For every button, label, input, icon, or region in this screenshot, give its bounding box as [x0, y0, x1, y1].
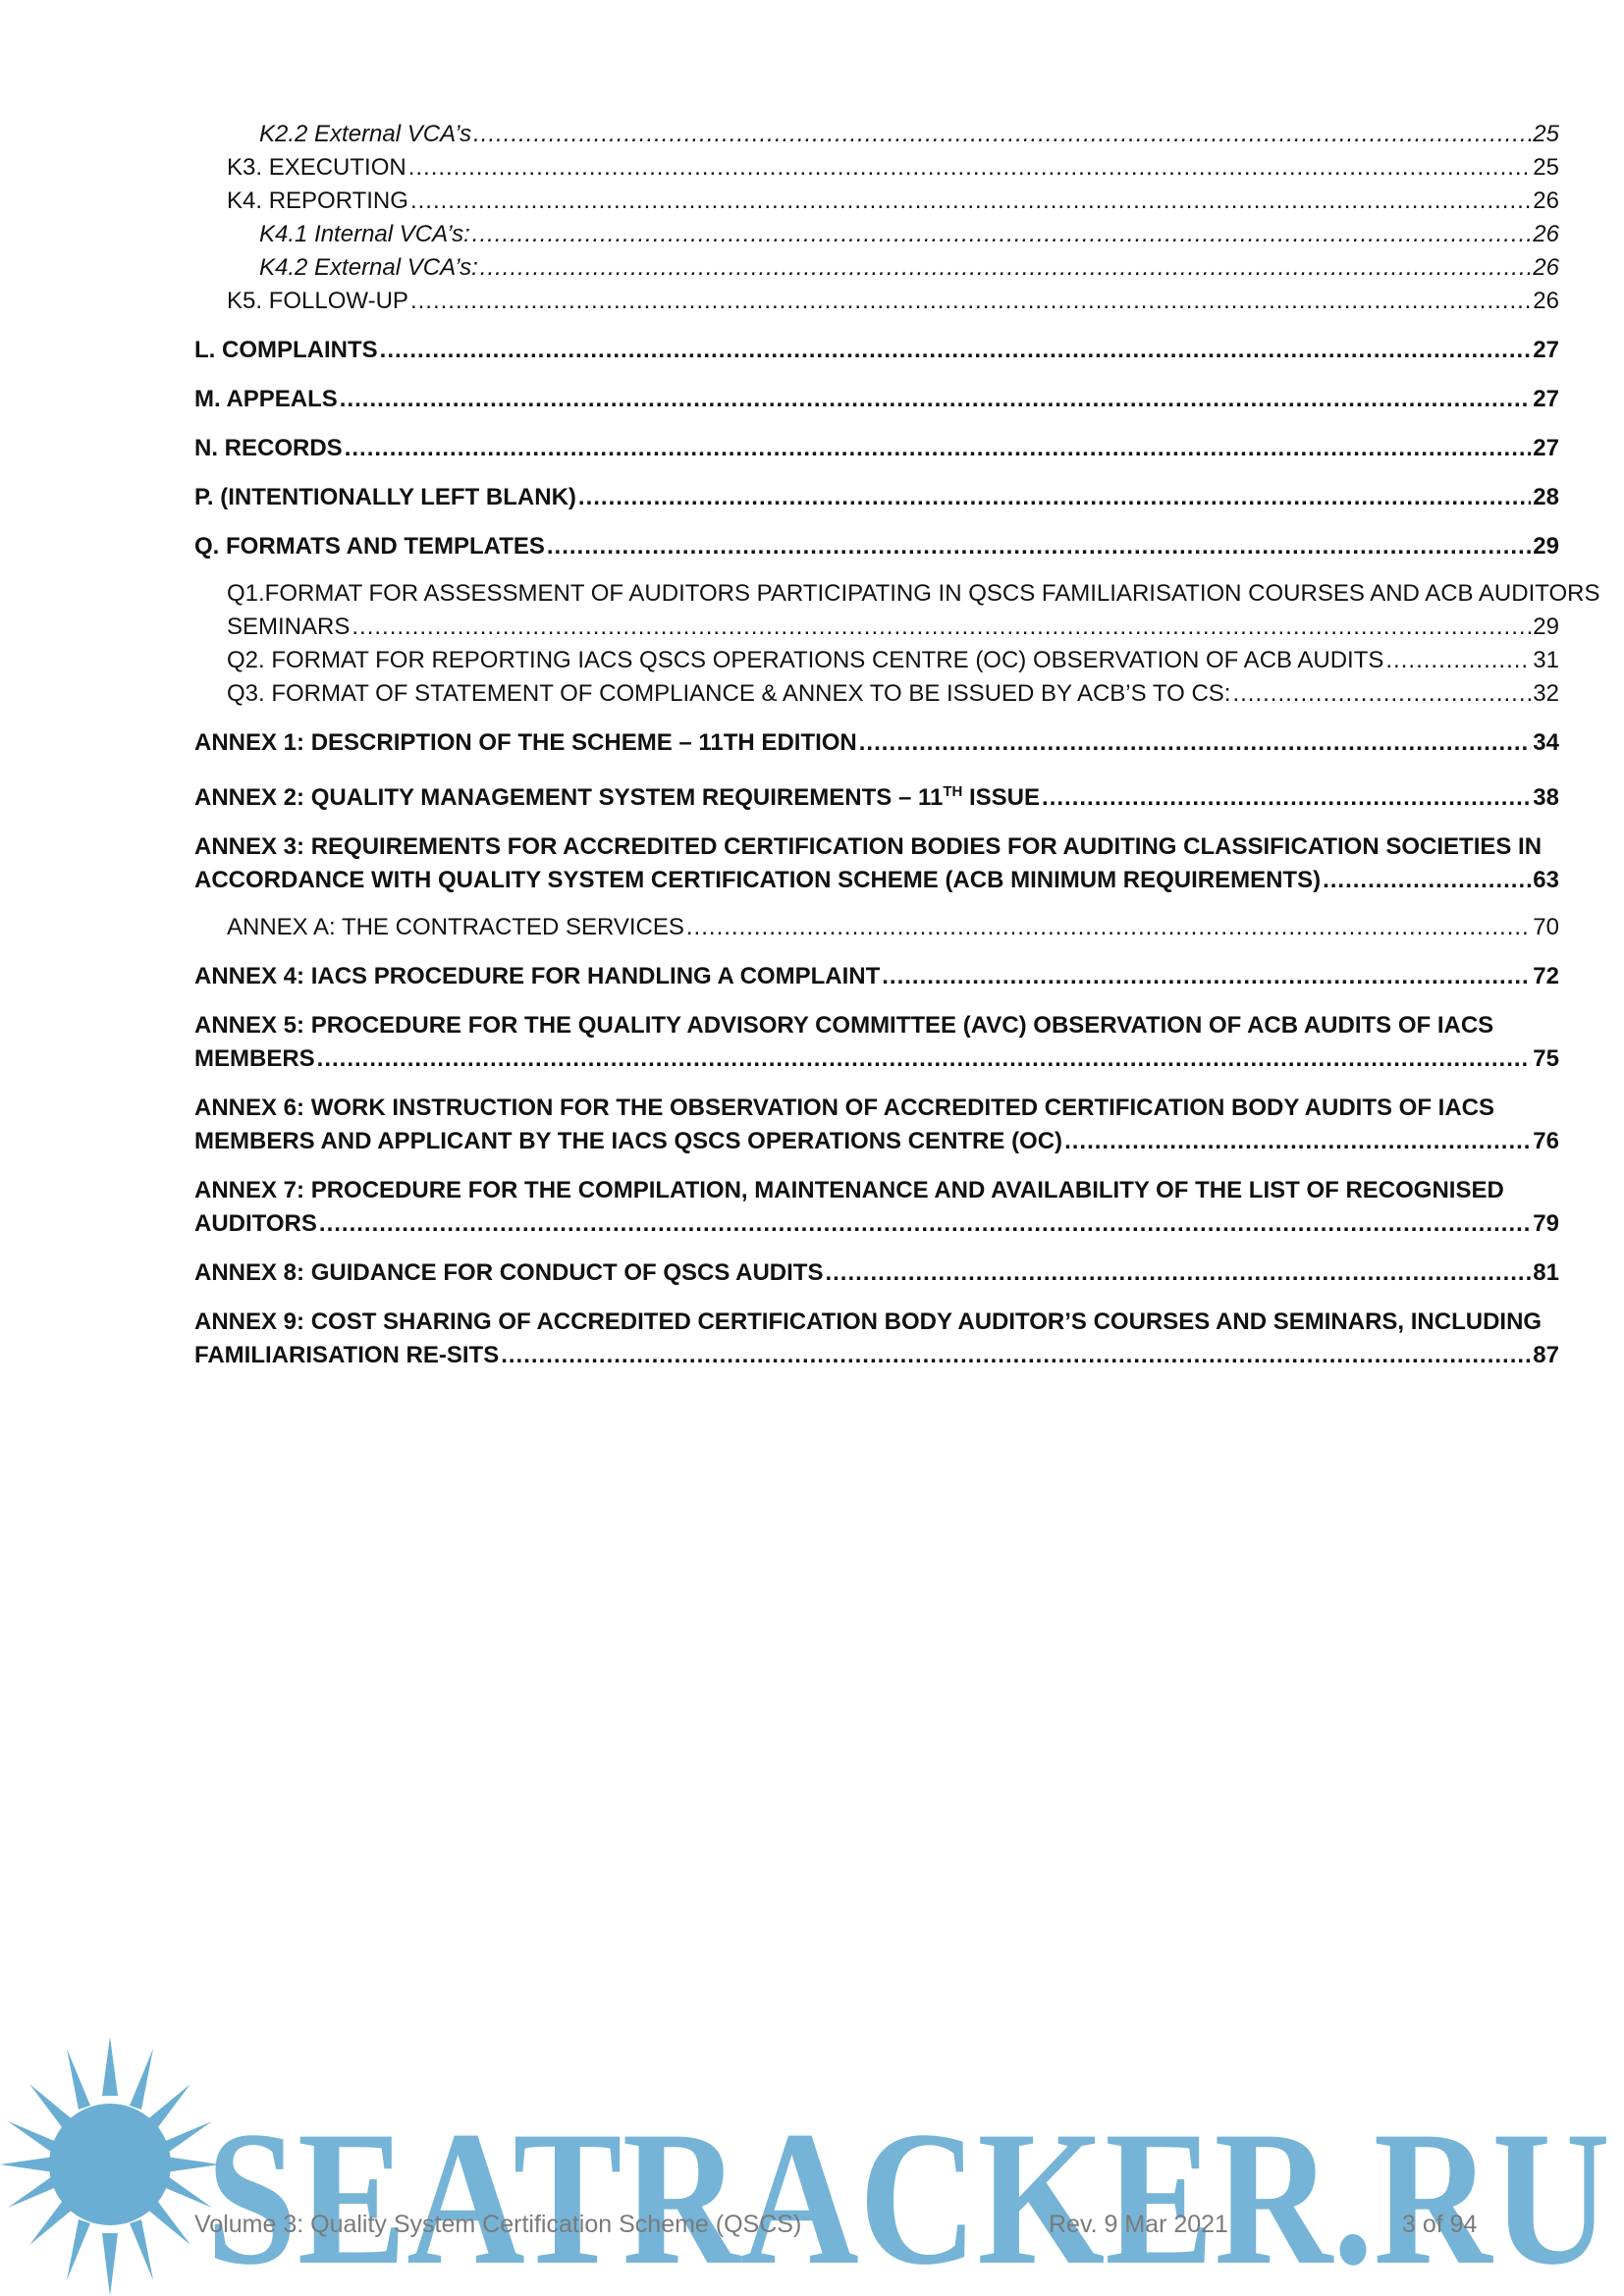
- dot-leader: [1232, 677, 1531, 711]
- toc-page-number: 70: [1533, 914, 1559, 940]
- toc-entry-q2[interactable]: [194, 644, 1559, 677]
- dot-leader: [480, 251, 1532, 285]
- toc-entry-label-line2: FAMILIARISATION RE-SITS: [194, 1342, 500, 1368]
- toc-page-number: 27: [1533, 435, 1559, 461]
- dot-leader: [1042, 781, 1531, 815]
- toc-entry-annex-a[interactable]: [194, 911, 1559, 944]
- toc-page-number: 26: [1533, 187, 1559, 214]
- toc-entry-label-line1: ANNEX 6: WORK INSTRUCTION FOR THE OBSERVATION OF ACCREDITED CERTIFICATION BODY AUDITS OF IACS: [194, 1095, 1495, 1121]
- toc-entry-annex-6[interactable]: [194, 1092, 1559, 1158]
- toc-entry-label: P. (INTENTIONALLY LEFT BLANK): [194, 484, 576, 510]
- toc-page-number: 87: [1533, 1342, 1559, 1368]
- toc-entry-k4-1[interactable]: [194, 218, 1559, 251]
- dot-leader: [408, 151, 1532, 185]
- toc-entry-label-line2: MEMBERS: [194, 1045, 315, 1072]
- toc-entry-label: N. RECORDS: [194, 435, 343, 461]
- toc-entry-label: Q2. FORMAT FOR REPORTING IACS QSCS OPERATIONS CENTRE (OC) OBSERVATION OF ACB AUDITS: [227, 647, 1384, 673]
- toc-entry-label-line1: ANNEX 3: REQUIREMENTS FOR ACCREDITED CERTIFICATION BODIES FOR AUDITING CLASSIFICATION SOCIETIES IN: [194, 833, 1543, 860]
- dot-leader: [340, 383, 1532, 416]
- toc-page-number: 26: [1533, 288, 1559, 314]
- watermark-text: SEATRACKER.RU: [206, 2092, 1610, 2296]
- toc-entry-annex-8[interactable]: [194, 1256, 1559, 1290]
- toc-entry-annex-1[interactable]: [194, 726, 1559, 760]
- dot-leader: [410, 285, 1531, 318]
- dot-leader: [410, 185, 1531, 218]
- toc-page-number: 25: [1533, 121, 1559, 147]
- toc-entry-annex-2[interactable]: [194, 775, 1559, 815]
- footer-revision: Rev. 9 Mar 2021: [1049, 2211, 1228, 2238]
- toc-entry-label: ANNEX 2: QUALITY MANAGEMENT SYSTEM REQUIREMENTS – 11TH ISSUE: [194, 783, 1041, 811]
- toc-entry-k3[interactable]: [194, 151, 1559, 185]
- dot-leader: [317, 1042, 1532, 1076]
- dot-leader: [882, 960, 1531, 993]
- toc-entry-label: ANNEX 8: GUIDANCE FOR CONDUCT OF QSCS AUDITS: [194, 1259, 824, 1286]
- dot-leader: [1385, 644, 1531, 677]
- dot-leader: [547, 530, 1531, 563]
- toc-page-number: 72: [1533, 963, 1559, 989]
- toc-page-number: 28: [1533, 484, 1559, 510]
- toc-entry-l[interactable]: [194, 334, 1559, 367]
- dot-leader: [825, 1256, 1531, 1290]
- toc-page-number: 81: [1533, 1259, 1559, 1286]
- superscript-th: TH: [943, 783, 963, 800]
- toc-page-number: 63: [1533, 867, 1559, 893]
- dot-leader: [578, 481, 1531, 514]
- toc-entry-q[interactable]: [194, 530, 1559, 563]
- toc-entry-label-line2: SEMINARS: [227, 614, 351, 640]
- dot-leader: [380, 334, 1532, 367]
- dot-leader: [319, 1207, 1531, 1241]
- toc-entry-label: K3. EXECUTION: [227, 154, 406, 181]
- dot-leader: [859, 726, 1532, 760]
- toc-page-number: 25: [1533, 154, 1559, 181]
- toc-entry-label: K4.2 External VCA’s:: [259, 254, 478, 281]
- toc-entry-label: K4.1 Internal VCA’s:: [259, 221, 470, 247]
- toc-page-number: 34: [1533, 729, 1559, 756]
- toc-entry-label: L. COMPLAINTS: [194, 337, 378, 363]
- sun-logo-icon: [0, 2037, 220, 2296]
- toc-entry-label-line2: MEMBERS AND APPLICANT BY THE IACS QSCS OPERATIONS CENTRE (OC): [194, 1128, 1063, 1154]
- dot-leader: [686, 911, 1531, 944]
- toc-entry-label: K2.2 External VCA’s: [259, 121, 472, 147]
- toc-entry-label: K4. REPORTING: [227, 187, 408, 214]
- toc-entry-label-line2: ACCORDANCE WITH QUALITY SYSTEM CERTIFICATION SCHEME (ACB MINIMUM REQUIREMENTS): [194, 867, 1322, 893]
- dot-leader: [501, 1339, 1531, 1372]
- toc-page-number: 79: [1533, 1210, 1559, 1237]
- dot-leader: [352, 611, 1531, 644]
- toc-page-number: 76: [1533, 1128, 1559, 1154]
- toc-entry-q1[interactable]: [194, 577, 1600, 644]
- toc-page-number: 29: [1533, 614, 1559, 640]
- dot-leader: [345, 432, 1532, 465]
- toc-page-number: 38: [1533, 784, 1559, 811]
- toc-entry-annex-7[interactable]: [194, 1174, 1559, 1241]
- page-footer: [194, 2211, 1490, 2250]
- watermark: [0, 2037, 1624, 2296]
- toc-page-number: 27: [1533, 386, 1559, 412]
- toc-entry-k5[interactable]: [194, 285, 1559, 318]
- toc-entry-label: M. APPEALS: [194, 386, 338, 412]
- toc-page-number: 26: [1533, 254, 1559, 281]
- footer-page-number: 3 of 94: [1402, 2211, 1478, 2238]
- toc-entry-label: ANNEX 4: IACS PROCEDURE FOR HANDLING A COMPLAINT: [194, 963, 881, 989]
- toc-page-number: 75: [1533, 1045, 1559, 1072]
- toc-entry-k4[interactable]: [194, 185, 1559, 218]
- toc-entry-label: Q3. FORMAT OF STATEMENT OF COMPLIANCE & ANNEX TO BE ISSUED BY ACB’S TO CS:: [227, 680, 1231, 707]
- toc-entry-m[interactable]: [194, 383, 1559, 416]
- toc-entry-annex-5[interactable]: [194, 1009, 1559, 1076]
- table-of-contents: [194, 118, 1600, 1372]
- toc-entry-label-line2: AUDITORS: [194, 1210, 317, 1237]
- toc-entry-annex-9[interactable]: [194, 1306, 1559, 1372]
- toc-entry-label: ANNEX 1: DESCRIPTION OF THE SCHEME – 11TH EDITION: [194, 729, 857, 756]
- toc-page-number: 31: [1533, 647, 1559, 673]
- toc-entry-label: Q. FORMATS AND TEMPLATES: [194, 533, 545, 560]
- toc-entry-k4-2[interactable]: [194, 251, 1559, 285]
- toc-entry-k2-2[interactable]: [194, 118, 1559, 151]
- toc-entry-n[interactable]: [194, 432, 1559, 465]
- footer-volume: Volume 3: Quality System Certification Scheme (QSCS): [194, 2211, 802, 2238]
- toc-entry-annex-3[interactable]: [194, 830, 1559, 897]
- dot-leader: [472, 218, 1532, 251]
- toc-page-number: 32: [1533, 680, 1559, 707]
- toc-entry-q3[interactable]: [194, 677, 1559, 711]
- toc-entry-annex-4[interactable]: [194, 960, 1559, 993]
- dot-leader: [473, 118, 1531, 151]
- toc-entry-p[interactable]: [194, 481, 1559, 514]
- dot-leader: [1064, 1125, 1531, 1158]
- toc-entry-label-line1: ANNEX 7: PROCEDURE FOR THE COMPILATION, MAINTENANCE AND AVAILABILITY OF THE LIST OF RECOGNISED: [194, 1177, 1504, 1203]
- toc-entry-label-line1: ANNEX 5: PROCEDURE FOR THE QUALITY ADVISORY COMMITTEE (AVC) OBSERVATION OF ACB AUDITS OF IACS: [194, 1012, 1494, 1039]
- toc-entry-label-line1: Q1.FORMAT FOR ASSESSMENT OF AUDITORS PARTICIPATING IN QSCS FAMILIARISATION COURSES AND ACB AUDITORS: [227, 580, 1600, 607]
- dot-leader: [1323, 864, 1531, 897]
- toc-page-number: 27: [1533, 337, 1559, 363]
- toc-entry-label: K5. FOLLOW-UP: [227, 288, 408, 314]
- toc-entry-label-line1: ANNEX 9: COST SHARING OF ACCREDITED CERTIFICATION BODY AUDITOR’S COURSES AND SEMINARS, INCLUDING: [194, 1308, 1543, 1335]
- toc-page-number: 29: [1533, 533, 1559, 560]
- toc-entry-label: ANNEX A: THE CONTRACTED SERVICES: [227, 914, 684, 940]
- toc-page-number: 26: [1533, 221, 1559, 247]
